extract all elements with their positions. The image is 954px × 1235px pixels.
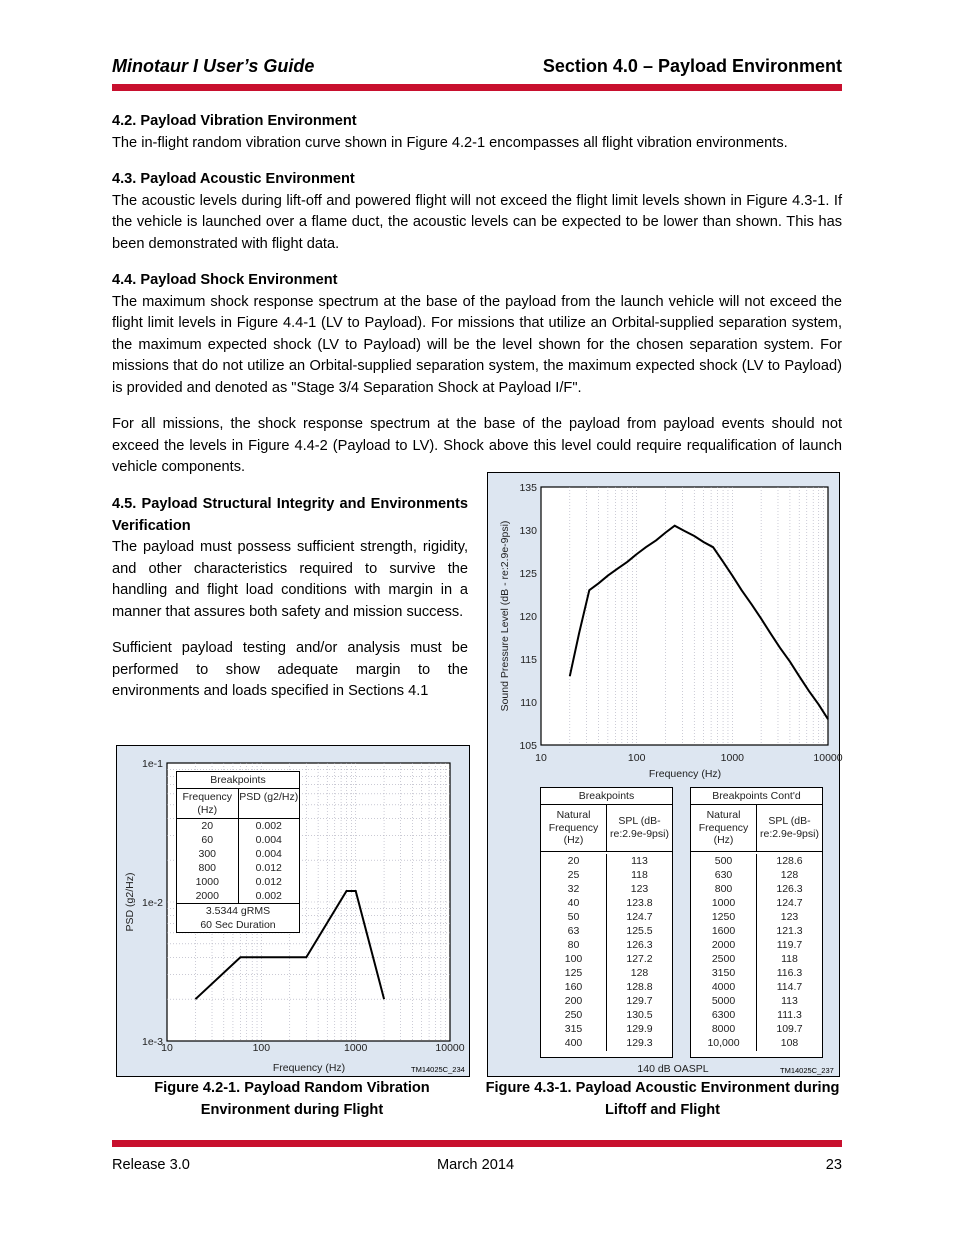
y-tick-label: 120: [519, 611, 537, 623]
spl-value: 123: [780, 911, 799, 923]
spl-value: 129.3: [626, 1037, 653, 1049]
column-header: Natural Frequency (Hz): [548, 809, 599, 846]
spl-value: 114.7: [776, 981, 803, 993]
spl-column: [606, 854, 672, 1051]
x-tick-label: 100: [627, 752, 646, 764]
section-paragraph: Sufficient payload testing and/or analysis must be performed to show adequate margin to the environments and loads specified in Sections 4.1: [112, 640, 468, 699]
x-tick-label: 100: [252, 1042, 271, 1054]
figure-acoustic: [487, 472, 843, 1077]
section-4-5: [112, 494, 468, 703]
x-axis-label: Frequency (Hz): [272, 1062, 346, 1074]
table-title: Breakpoints: [541, 788, 672, 805]
spl-value: 123: [630, 883, 649, 895]
y-tick-label: 125: [519, 568, 537, 580]
section-paragraph: The maximum shock response spectrum at the base of the payload from the launch vehicle will not exceed the flight limit levels in Figure 4.4-1 (LV to Payload). For missions that utilize an Orbital-supplied separation system, the maximum expected shock (LV to Payload) will be the level shown for the chosen separation system. For missions that do not utilize an Orbital-supplied separation system, the maximum expected shock (LV to Payload) is provided and denoted as "Stage 3/4 Separation Shock at Payload I/F".: [112, 293, 842, 396]
x-axis-label: Frequency (Hz): [648, 768, 722, 780]
y-tick-label: 1e-3: [141, 1036, 163, 1048]
spl-value: 129.9: [626, 1023, 653, 1035]
spl-value: 128.6: [776, 855, 803, 867]
x-tick-label: 10: [535, 752, 547, 764]
frequency-value: 2000: [711, 939, 736, 951]
spl-value: 111.3: [777, 1009, 802, 1021]
figure-vibration: [116, 745, 470, 1077]
table-title: Breakpoints Cont'd: [691, 788, 822, 805]
section-paragraph: The acoustic levels during lift-off and powered flight will not exceed the flight limit levels shown in Figure 4.3-1. If the vehicle is launched over a flame duct, the acoustic levels can be expected to be lower than shown. This has been demonstrated with flight data.: [112, 192, 842, 252]
frequency-value: 5000: [711, 995, 736, 1007]
date-label: March 2014: [437, 1157, 515, 1173]
spl-value: 116.3: [776, 967, 803, 979]
spl-value: 128.8: [626, 981, 653, 993]
y-tick-label: 105: [519, 740, 537, 752]
x-tick-label: 10000: [813, 752, 843, 764]
release-label: Release 3.0: [112, 1157, 190, 1173]
frequency-value: 4000: [711, 981, 736, 993]
spl-value: 129.7: [626, 995, 653, 1007]
y-tick-label: 115: [520, 654, 537, 666]
figure-caption-vibration: Figure 4.2-1. Payload Random Vibration Environment during Flight: [154, 1080, 430, 1118]
psd-value: 0.012: [255, 862, 282, 874]
frequency-value: 1000: [711, 897, 736, 909]
psd-value: 0.002: [255, 820, 282, 832]
spl-value: 124.7: [626, 911, 653, 923]
section-heading: 4.3. Payload Acoustic Environment: [112, 171, 355, 187]
frequency-value: 8000: [711, 1023, 736, 1035]
document-title: Minotaur I User’s Guide: [112, 56, 315, 76]
page-number: 23: [825, 1157, 842, 1173]
frequency-value: 400: [564, 1037, 583, 1049]
x-tick-label: 1000: [343, 1042, 368, 1054]
section-heading: 4.4. Payload Shock Environment: [112, 272, 338, 288]
y-tick-label: 1e-1: [141, 758, 163, 770]
column-header: PSD (g2/Hz): [238, 789, 300, 818]
table-title: Breakpoints: [177, 772, 299, 789]
frequency-value: 100: [564, 953, 583, 965]
frequency-column: [541, 854, 606, 1051]
spl-value: 125.5: [626, 925, 653, 937]
frequency-value: 20: [567, 855, 580, 867]
frequency-value: 20: [201, 820, 214, 832]
psd-value: 0.012: [255, 876, 282, 888]
duration-value: 60 Sec Duration: [200, 919, 276, 931]
y-tick-label: 1e-2: [141, 897, 163, 909]
psd-value: 0.002: [255, 890, 282, 902]
section-4-2: [112, 111, 842, 154]
spl-value: 130.5: [626, 1009, 653, 1021]
section-heading: 4.2. Payload Vibration Environment: [112, 113, 357, 129]
column-header: Frequency (Hz): [182, 791, 233, 816]
breakpoints-table: [176, 771, 300, 933]
x-tick-label: 10000: [435, 1042, 465, 1054]
spl-value: 113: [781, 995, 798, 1007]
column-header: SPL (dB- re:2.9e-9psi): [606, 805, 672, 851]
y-tick-label: 135: [519, 482, 537, 494]
frequency-value: 300: [198, 848, 217, 860]
frequency-value: 250: [564, 1009, 583, 1021]
frequency-value: 315: [564, 1023, 583, 1035]
figure-caption-acoustic: Figure 4.3-1. Payload Acoustic Environment during Liftoff and Flight: [485, 1080, 840, 1118]
spl-value: 118: [781, 953, 798, 965]
section-paragraph: The payload must possess sufficient strength, rigidity, and other characteristics required to survive the handling and flight load conditions with margin in a manner that assures both safety and mission success.: [112, 539, 468, 620]
frequency-value: 60: [201, 834, 214, 846]
y-tick-label: 130: [519, 525, 537, 537]
section-4-4: [112, 270, 842, 479]
section-paragraph: For all missions, the shock response spectrum at the base of the payload from payload events should not exceed the levels in Figure 4.4-2 (Payload to LV). Shock above this level could require requalification of launch vehicle components.: [112, 416, 842, 475]
section-title: Section 4.0 – Payload Environment: [542, 56, 842, 76]
frequency-value: 1600: [711, 925, 736, 937]
column-header: Natural Frequency (Hz): [698, 809, 749, 846]
breakpoints-table: [540, 787, 673, 1058]
frequency-value: 1000: [195, 876, 219, 888]
spl-value: 128: [630, 967, 649, 979]
frequency-column: [177, 819, 238, 903]
header-rule: [112, 84, 842, 91]
frequency-value: 6300: [711, 1009, 736, 1021]
frequency-value: 40: [567, 897, 580, 909]
y-tick-label: 110: [520, 697, 537, 709]
psd-value: 0.004: [255, 834, 282, 846]
psd-value: 0.004: [255, 848, 282, 860]
x-tick-label: 1000: [720, 752, 745, 764]
y-axis-label: PSD (g2/Hz): [124, 872, 136, 932]
figure-tag: TM14025C_234: [411, 1065, 465, 1074]
spl-value: 128: [780, 869, 799, 881]
frequency-value: 200: [564, 995, 583, 1007]
spl-value: 127.2: [626, 953, 653, 965]
spl-value: 108: [780, 1037, 799, 1049]
frequency-value: 50: [567, 911, 580, 923]
spl-value: 109.7: [776, 1023, 803, 1035]
frequency-value: 80: [567, 939, 580, 951]
spl-value: 123.8: [626, 897, 653, 909]
frequency-value: 630: [714, 869, 733, 881]
frequency-value: 2000: [195, 890, 219, 902]
spl-value: 118: [631, 869, 648, 881]
frequency-value: 160: [564, 981, 583, 993]
psd-column: [238, 819, 300, 903]
frequency-value: 63: [567, 925, 580, 937]
spl-value: 126.3: [626, 939, 653, 951]
frequency-column: [691, 854, 756, 1051]
spl-value: 113: [631, 855, 648, 867]
frequency-value: 1250: [711, 911, 736, 923]
frequency-value: 125: [564, 967, 583, 979]
section-4-3: [112, 169, 842, 255]
frequency-value: 500: [714, 855, 733, 867]
frequency-value: 800: [714, 883, 733, 895]
frequency-value: 800: [198, 862, 217, 874]
spl-column: [756, 854, 822, 1051]
spl-value: 119.7: [776, 939, 803, 951]
spl-value: 121.3: [776, 925, 803, 937]
spl-value: 126.3: [776, 883, 803, 895]
section-paragraph: The in-flight random vibration curve shown in Figure 4.2-1 encompasses all flight vibration environments.: [112, 134, 788, 151]
spl-value: 124.7: [776, 897, 803, 909]
frequency-value: 2500: [711, 953, 736, 965]
frequency-value: 10,000: [707, 1037, 740, 1049]
section-heading: 4.5. Payload Structural Integrity and Environments Verification: [112, 496, 468, 534]
x-tick-label: 10: [161, 1042, 173, 1054]
oaspl-label: 140 dB OASPL: [637, 1063, 709, 1075]
footer-rule: [112, 1140, 842, 1147]
grms-value: 3.5344 gRMS: [205, 905, 271, 917]
frequency-value: 25: [567, 869, 580, 881]
frequency-value: 3150: [711, 967, 736, 979]
frequency-value: 32: [567, 883, 580, 895]
y-axis-label: Sound Pressure Level (dB - re:2.9e-9psi): [499, 520, 511, 712]
column-header: SPL (dB- re:2.9e-9psi): [756, 805, 822, 851]
figure-tag: TM14025C_237: [780, 1066, 834, 1075]
breakpoints-contd-table: [690, 787, 823, 1058]
